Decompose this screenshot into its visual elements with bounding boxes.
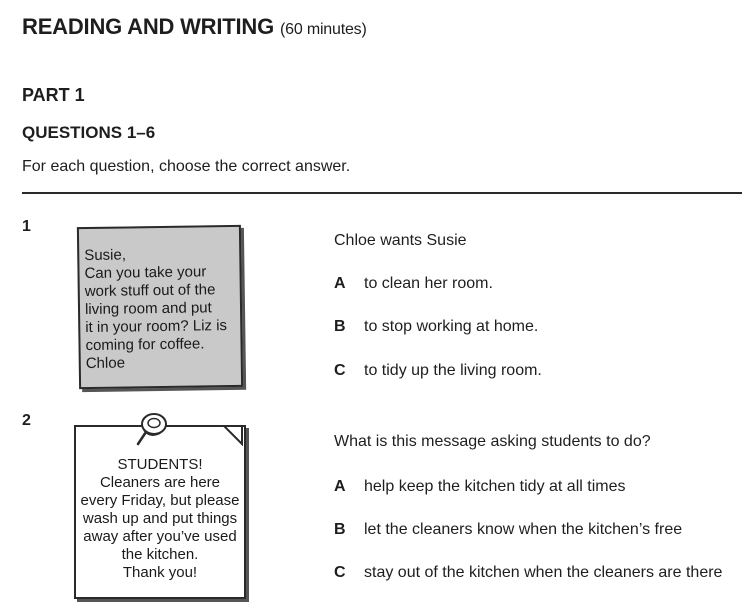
option-text: to tidy up the living room. (364, 362, 542, 379)
answer-option-b[interactable] (334, 521, 682, 539)
note-line: Susie, (84, 246, 127, 265)
note-line: it in your room? Liz is (85, 317, 228, 337)
option-letter: C (334, 564, 346, 581)
note-line: Thank you! (122, 564, 198, 581)
note-line: coming for coffee. (85, 335, 205, 355)
option-letter: C (334, 362, 346, 379)
note-text (76, 456, 244, 582)
option-text: to clean her room. (364, 275, 493, 292)
question-stem: What is this message asking students to do? (334, 433, 651, 450)
option-text: help keep the kitchen tidy at all times (364, 478, 626, 495)
note-line: every Friday, but please (80, 492, 240, 509)
note-line: Cleaners are here (99, 474, 221, 491)
option-text: let the cleaners know when the kitchen’s free (364, 521, 683, 538)
instruction-text: For each question, choose the correct answer. (22, 158, 351, 175)
section-duration: (60 minutes) (280, 21, 367, 38)
note-line: STUDENTS! (117, 456, 203, 473)
answer-option-a[interactable] (334, 275, 493, 293)
option-letter: B (334, 521, 346, 538)
answer-option-c[interactable] (334, 362, 542, 380)
note-line: Can you take your (84, 263, 207, 283)
option-letter: A (334, 478, 346, 495)
note-text (84, 245, 227, 373)
divider (22, 192, 742, 194)
note-line: away after you’ve used (83, 528, 237, 545)
option-letter: B (334, 318, 346, 335)
note-line: work stuff out of the (84, 281, 216, 301)
pinned-note (74, 425, 246, 599)
note-line: wash up and put things (82, 510, 238, 527)
answer-option-b[interactable] (334, 318, 538, 336)
question-number: 2 (22, 412, 31, 429)
part-heading: PART 1 (22, 85, 85, 105)
answer-option-a[interactable] (334, 478, 625, 496)
section-title: READING AND WRITING (22, 14, 275, 39)
questions-range-heading: QUESTIONS 1–6 (22, 123, 156, 142)
option-letter: A (334, 275, 346, 292)
page-curl-icon (222, 424, 246, 446)
answer-option-c[interactable] (334, 564, 722, 582)
sticky-note (77, 225, 243, 389)
pushpin-icon (132, 408, 172, 450)
note-line: the kitchen. (121, 546, 199, 563)
option-text: stay out of the kitchen when the cleaners are there (364, 564, 723, 581)
note-line: living room and put (84, 299, 212, 319)
option-text: to stop working at home. (364, 318, 539, 335)
note-line: Chloe (85, 354, 126, 373)
question-number: 1 (22, 218, 31, 235)
page-title (22, 14, 367, 40)
question-stem: Chloe wants Susie (334, 232, 467, 249)
